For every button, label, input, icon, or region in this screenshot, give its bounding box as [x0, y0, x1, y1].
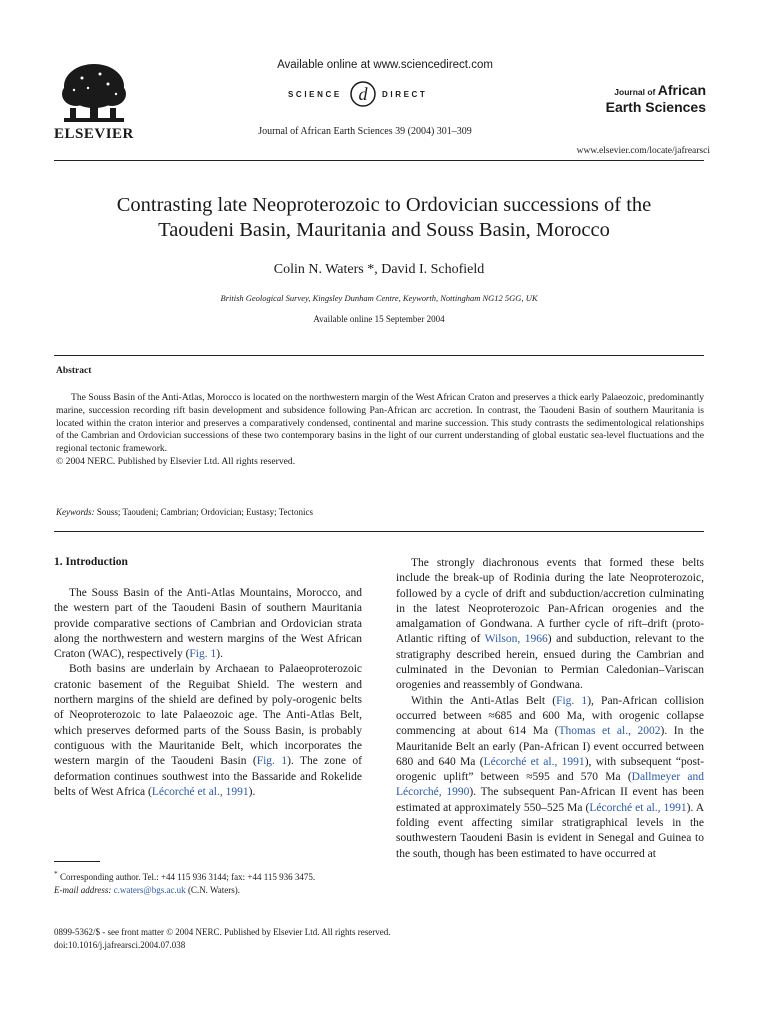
fig1-link[interactable]: Fig. 1 — [556, 694, 588, 707]
keywords-label: Keywords: — [56, 507, 95, 517]
journal-logo-small: Journal of — [614, 87, 656, 97]
column-right — [396, 556, 704, 862]
svg-text:d: d — [358, 84, 368, 104]
sd-left-word: SCIENCE — [288, 90, 342, 99]
abstract-copyright: © 2004 NERC. Published by Elsevier Ltd. All rights reserved. — [56, 455, 296, 467]
fig1-link[interactable]: Fig. 1 — [256, 755, 288, 768]
citation-link[interactable]: Thomas et al., 2002 — [558, 725, 661, 738]
citation-link[interactable]: Lécorché et al., 1991 — [151, 785, 249, 798]
sciencedirect-logo — [288, 80, 448, 108]
front-matter-footer — [54, 926, 391, 952]
citation-link[interactable]: Dallmeyer and Lécorché, 1990 — [396, 771, 705, 799]
article-title — [40, 193, 728, 243]
available-online-text[interactable]: Available online at www.sciencedirect.com — [277, 59, 493, 71]
intro-paragraph-4: Within the Anti-Atlas Belt (Fig. 1), Pan-African collision occurred between ≈685 and 600 Ma, with orogenic collapse commencing at about 614 Ma (Thomas et al., 2002). In the Mauritanide Belt an early (Pan-African I) event occurred between 680 and 640 Ma (Lécorché et al., 1991), with subsequent “post-orogenic uplift” between ≈595 and 570 Ma (Dallmeyer and Lécorché, 1990). The subsequent Pan-African II event has been estimated at approximately 550–525 Ma (Lécorché et al., 1991). A folding event affecting similar stratigraphical levels in the southwestern Taoudeni Basin is evident in Senegal and Guinea to the south, though has been estimated to have occurred at — [396, 694, 705, 860]
publisher-wordmark: ELSEVIER — [54, 126, 134, 142]
footnote-rule — [54, 861, 100, 862]
issn-line: 0899-5362/$ - see front matter © 2004 NERC. Published by Elsevier Ltd. All rights reserved. — [54, 927, 391, 937]
abstract-heading: Abstract — [56, 366, 92, 376]
title-line-1: Contrasting late Neoproterozoic to Ordovician successions of the — [116, 194, 652, 216]
keywords-list: Souss; Taoudeni; Cambrian; Ordovician; Eustasy; Tectonics — [96, 507, 314, 517]
journal-logo-big2: Earth Sciences — [605, 98, 706, 115]
section-heading-introduction: 1. Introduction — [54, 556, 128, 568]
citation-link[interactable]: Lécorché et al., 1991 — [589, 801, 687, 814]
citation-link[interactable]: Lécorché et al., 1991 — [483, 755, 585, 768]
abstract-text: The Souss Basin of the Anti-Atlas, Morocco is located on the northwestern margin of the West African Craton and preserves a thick early Palaeozoic, predominantly marine, succession recording rift basin development and subsidence following Pan-African arc accretion. In contrast, the Taoudeni Basin of southern Mauritania is located within the craton interior and preserves a comparatively condensed, continental and marine succession. This study contrasts the sedimentological relationships of the Cambrian and Ordovician successions of these two contemporary basins in the light of our current understanding of global eustatic sea-level fluctuations and the regional tectonic framework. — [56, 392, 704, 455]
affiliation: British Geological Survey, Kingsley Dunham Centre, Keyworth, Nottingham NG12 5GG, UK — [220, 293, 538, 303]
journal-url[interactable]: www.elsevier.com/locate/jafrearsci — [576, 146, 710, 156]
email-link[interactable]: c.waters@bgs.ac.uk — [113, 884, 186, 895]
doi-line[interactable]: doi:10.1016/j.jafrearsci.2004.07.038 — [54, 940, 186, 950]
intro-paragraph-3: The strongly diachronous events that formed these belts include the break-up of Rodinia during the late Neoproterozoic, followed by a cycle of drift and subduction/accretion culminating in the latest Neoproterozoic Pan-African orogenies and the amalgamation of Gondwana. A further cycle of rift–drift (proto-Atlantic rifting of Wilson, 1966) and subduction, relevant to the stratigraphy described herein, ensued during the Cambrian and culminated in the Devonian to Permian Caledonian–Variscan orogenies and reassembly of Gondwana. — [396, 557, 704, 692]
intro-paragraph-1: The Souss Basin of the Anti-Atlas Mountains, Morocco, and the western part of the Taoudeni Basin of southern Mauritania provide comparative sections of Cambrian and Ordovician strata along the northwestern and western margins of the West African Craton (WAC), respectively (Fig. 1). — [54, 587, 362, 661]
column-left — [54, 586, 362, 800]
abstract-body — [56, 392, 704, 469]
footnote-corresponding: * Corresponding author. Tel.: +44 115 936 3144; fax: +44 115 936 3475. — [54, 869, 316, 882]
keywords — [56, 507, 313, 517]
abstract-top-rule — [54, 355, 704, 356]
title-line-2: Taoudeni Basin, Mauritania and Souss Basin, Morocco — [158, 219, 610, 241]
available-date: Available online 15 September 2004 — [313, 314, 445, 324]
header-rule — [54, 160, 704, 161]
sd-right-word: DIRECT — [382, 90, 428, 99]
footnote — [54, 868, 364, 896]
sciencedirect-d-icon — [348, 80, 378, 108]
journal-logo-big1: African — [657, 82, 706, 98]
fig1-link[interactable]: Fig. 1 — [189, 648, 217, 661]
footnote-email: E-mail address: c.waters@bgs.ac.uk (C.N. Waters). — [54, 884, 241, 895]
journal-logo — [590, 83, 706, 114]
citation-link[interactable]: Wilson, 1966 — [484, 633, 548, 646]
authors: Colin N. Waters *, David I. Schofield — [273, 262, 485, 277]
abstract-bottom-rule — [54, 531, 704, 532]
intro-paragraph-2: Both basins are underlain by Archaean to Palaeoproterozoic cratonic basement of the Reguibat Shield. The western and northern margins of the shield are defined by poly-orogenic belts of Neoproterozoic to late Palaeozoic age. The Anti-Atlas Belt, which preserves deformed parts of the Souss Basin, is probably contiguous with the Mauritanide Belt, which incorporates the western margin of the Taoudeni Basin (Fig. 1). The zone of deformation continues southwest into the Bassaride and Rokelide belts of West Africa (Lécorché et al., 1991). — [54, 663, 363, 798]
journal-citation: Journal of African Earth Sciences 39 (2004) 301–309 — [258, 126, 472, 137]
